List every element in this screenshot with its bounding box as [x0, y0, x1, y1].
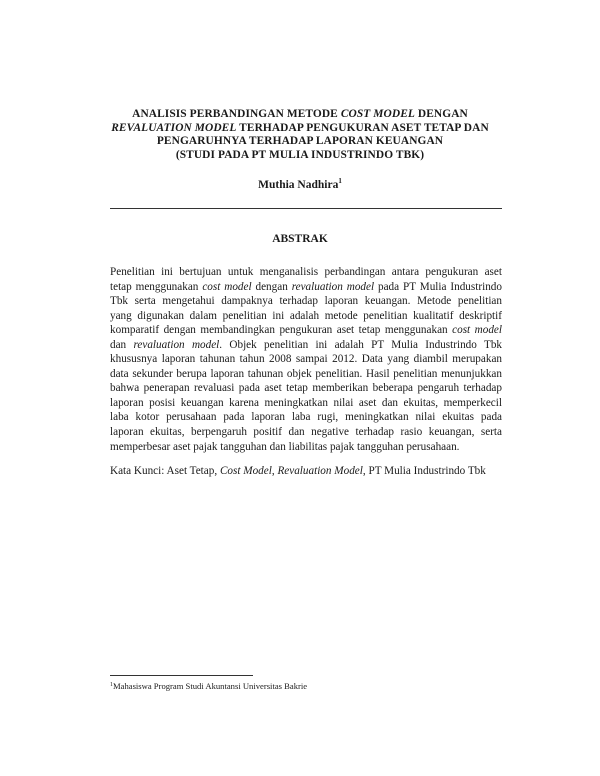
- title-emphasis: REVALUATION MODEL: [111, 121, 237, 134]
- abstract-line: yang digunakan dalam penelitian ini adalah metode penelitian kualitatif deskriptif: [110, 309, 502, 322]
- abstract-line: Tbk serta mengetahui dampaknya terhadap laporan keuangan. Metode penelitian: [110, 295, 502, 308]
- abstract-line: laba kotor perusahaan pada laporan laba rugi, meningkatkan nilai ekuitas pada: [110, 411, 502, 424]
- author-name: Muthia Nadhira$^1$: [258, 177, 342, 191]
- abstract-line: laporan ekuitas, berpengaruh positif dan negative terhadap rasio keuangan, serta: [110, 426, 502, 439]
- abstract-line: laporan posisi keuangan karena meningkatkan nilai aset dan ekuitas, memperkecil: [110, 396, 502, 409]
- abstract-line: tetap menggunakan cost model dengan revaluation model pada PT Mulia Industrindo: [110, 280, 502, 293]
- abstract-line: data sekunder berupa laporan tahunan objek penelitian. Hasil penelitian menunjukkan: [110, 367, 502, 380]
- footnote-divider: [110, 675, 253, 676]
- keywords: Kata Kunci: Aset Tetap, Cost Model, Revaluation Model, PT Mulia Industrindo Tbk: [110, 465, 486, 477]
- title-emphasis: COST MODEL: [340, 108, 415, 120]
- title-line: PENGARUHNYA TERHADAP LAPORAN KEUANGAN: [156, 135, 444, 147]
- abstract-body: [110, 265, 502, 454]
- abstract-heading: ABSTRAK: [272, 233, 328, 245]
- abstract-line: khususnya laporan tahunan tahun 2008 sampai 2012. Data yang diambil merupakan: [110, 353, 502, 366]
- abstract-line: memperbesar aset pajak tangguhan dan liabilitas pajak tangguhan perusahaan.: [110, 440, 460, 453]
- abstract-line: Penelitian ini bertujuan untuk menganalisis perbandingan antara pengukuran aset: [110, 266, 502, 278]
- abstract-line: bahwa penerapan revaluasi pada aset tetap memberikan beberapa pengaruh terhadap: [110, 382, 502, 395]
- footnote-marker: 1: [110, 682, 113, 688]
- abstract-line: komparatif dengan membandingkan pengukuran aset tetap menggunakan cost model: [110, 324, 502, 337]
- title-line: ANALISIS PERBANDINGAN METODE COST MODEL DENGAN: [132, 108, 468, 120]
- title-line: (STUDI PADA PT MULIA INDUSTRINDO TBK): [175, 148, 425, 161]
- paper-title: [100, 108, 500, 162]
- abstract-line: dan revaluation model. Objek penelitian ini adalah PT Mulia Industrindo Tbk: [110, 338, 502, 351]
- title-line: REVALUATION MODEL TERHADAP PENGUKURAN ASET TETAP DAN: [111, 121, 489, 134]
- title-divider: [110, 208, 502, 209]
- keyword: Revaluation Model: [277, 465, 363, 477]
- keyword: Cost Model: [219, 465, 272, 477]
- footnote: $^1$Mahasiswa Program Studi Akuntansi Universitas Bakrie: [110, 681, 308, 691]
- footnote-marker: 1: [338, 177, 342, 185]
